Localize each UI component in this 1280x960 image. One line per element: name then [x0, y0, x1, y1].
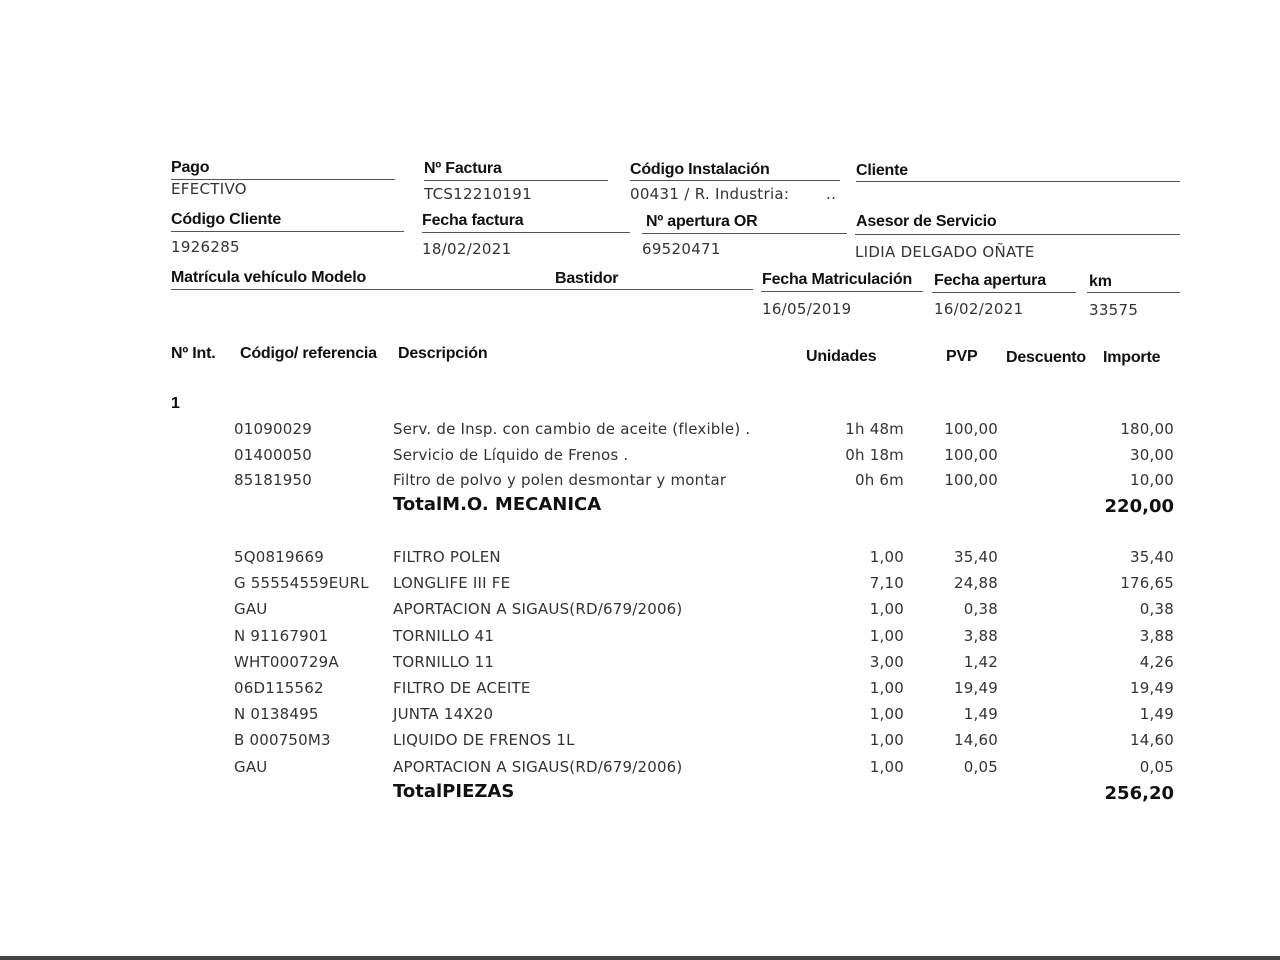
fecha-factura-label: Fecha factura [422, 212, 524, 229]
line-code: 01400050 [234, 446, 312, 464]
line-description: FILTRO DE ACEITE [393, 679, 531, 697]
line-description: JUNTA 14X20 [393, 705, 494, 724]
line-description: TORNILLO 41 [393, 626, 495, 645]
line-units: 0h 6m [855, 471, 904, 489]
pago-value: EFECTIVO [171, 180, 247, 198]
km-label: km [1089, 273, 1112, 290]
line-units: 1,00 [869, 757, 904, 776]
factura-rule [424, 180, 608, 181]
labor-total-value: 220,00 [1104, 496, 1174, 517]
col-descuento: Descuento [1006, 349, 1086, 366]
bastidor-label: Bastidor [555, 270, 619, 287]
line-code: GAU [234, 600, 268, 619]
line-pvp: 14,60 [954, 731, 998, 750]
col-descripcion: Descripción [398, 345, 488, 362]
col-n-int: Nº Int. [171, 345, 216, 362]
line-importe: 0,05 [1139, 757, 1174, 776]
fecha-factura-value: 18/02/2021 [422, 240, 512, 258]
codigo-cliente-label: Código Cliente [171, 211, 282, 228]
factura-label: Nº Factura [424, 160, 502, 177]
line-description: Servicio de Líquido de Frenos . [393, 446, 629, 464]
asesor-label: Asesor de Servicio [856, 213, 997, 230]
cliente-rule [856, 181, 1180, 182]
line-description: LONGLIFE III FE [393, 574, 511, 593]
line-importe: 180,00 [1120, 420, 1174, 438]
line-units: 1,00 [869, 626, 904, 645]
line-units: 1,00 [869, 548, 904, 566]
fecha-matriculacion-value: 16/05/2019 [762, 300, 852, 318]
line-pvp: 100,00 [944, 446, 998, 464]
line-importe: 176,65 [1120, 574, 1174, 593]
line-code: N 0138495 [234, 705, 319, 724]
line-pvp: 0,38 [963, 600, 998, 619]
parts-total-value: 256,20 [1104, 783, 1174, 804]
line-importe: 3,88 [1139, 626, 1174, 645]
line-description: Filtro de polvo y polen desmontar y montar [393, 471, 727, 489]
line-pvp: 100,00 [944, 420, 998, 438]
line-units: 1,00 [869, 731, 904, 750]
apertura-or-rule [642, 233, 847, 234]
line-importe: 35,40 [1130, 548, 1174, 566]
fecha-matriculacion-rule [761, 291, 923, 292]
line-units: 1,00 [869, 679, 904, 697]
instalacion-extra: .. [826, 185, 837, 203]
instalacion-value: 00431 / R. Industria: [630, 185, 790, 203]
line-units: 0h 18m [845, 446, 904, 464]
apertura-or-value: 69520471 [642, 240, 721, 258]
fecha-apertura-value: 16/02/2021 [934, 300, 1024, 318]
line-description: LIQUIDO DE FRENOS 1L [393, 731, 575, 750]
km-rule [1087, 292, 1180, 293]
line-description: APORTACION A SIGAUS(RD/679/2006) [393, 600, 683, 619]
n-int-value: 1 [171, 395, 180, 412]
line-pvp: 3,88 [963, 626, 998, 645]
fecha-apertura-label: Fecha apertura [934, 272, 1046, 289]
line-pvp: 1,42 [963, 652, 998, 671]
instalacion-rule [630, 180, 840, 181]
line-importe: 19,49 [1130, 679, 1174, 697]
line-description: FILTRO POLEN [393, 548, 501, 566]
fecha-apertura-rule [932, 292, 1076, 293]
line-code: 85181950 [234, 471, 312, 489]
line-importe: 0,38 [1139, 600, 1174, 619]
line-code: 5Q0819669 [234, 548, 324, 566]
line-description: Serv. de Insp. con cambio de aceite (flexible) . [393, 420, 751, 438]
line-description: TORNILLO 11 [393, 652, 495, 671]
codigo-cliente-rule [171, 231, 404, 232]
line-pvp: 1,49 [963, 705, 998, 724]
line-pvp: 100,00 [944, 471, 998, 489]
col-pvp: PVP [946, 348, 978, 365]
codigo-cliente-value: 1926285 [171, 238, 240, 256]
line-pvp: 0,05 [963, 757, 998, 776]
line-units: 1,00 [869, 600, 904, 619]
line-code: 06D115562 [234, 679, 324, 697]
line-importe: 30,00 [1130, 446, 1174, 464]
col-unidades: Unidades [806, 348, 877, 365]
matricula-rule [171, 289, 753, 290]
line-pvp: 35,40 [954, 548, 998, 566]
line-code: G 55554559EURL [234, 574, 369, 593]
line-importe: 4,26 [1139, 652, 1174, 671]
line-units: 1h 48m [845, 420, 904, 438]
asesor-value: LIDIA DELGADO OÑATE [855, 243, 1035, 261]
line-importe: 1,49 [1139, 705, 1174, 724]
line-code: N 91167901 [234, 626, 329, 645]
line-code: B 000750M3 [234, 731, 331, 750]
line-code: GAU [234, 757, 268, 776]
line-code: WHT000729A [234, 652, 339, 671]
line-units: 7,10 [869, 574, 904, 593]
line-code: 01090029 [234, 420, 312, 438]
col-codigo: Código/ referencia [240, 345, 377, 362]
parts-total-label: TotalPIEZAS [393, 781, 515, 802]
page-bottom-edge [0, 956, 1280, 960]
col-importe: Importe [1103, 349, 1161, 366]
fecha-factura-rule [422, 232, 630, 233]
matricula-modelo-label: Matrícula vehículo Modelo [171, 269, 367, 286]
factura-value: TCS12210191 [424, 185, 532, 203]
cliente-label: Cliente [856, 162, 908, 179]
line-pvp: 24,88 [954, 574, 998, 593]
fecha-matriculacion-label: Fecha Matriculación [762, 271, 913, 288]
line-importe: 14,60 [1130, 731, 1174, 750]
line-description: APORTACION A SIGAUS(RD/679/2006) [393, 757, 683, 776]
pago-label: Pago [171, 159, 210, 176]
line-importe: 10,00 [1130, 471, 1174, 489]
labor-total-label: TotalM.O. MECANICA [393, 494, 602, 515]
km-value: 33575 [1089, 301, 1139, 319]
apertura-or-label: Nº apertura OR [646, 213, 758, 230]
line-units: 3,00 [869, 652, 904, 671]
instalacion-label: Código Instalación [630, 161, 770, 178]
asesor-rule [855, 234, 1180, 235]
line-units: 1,00 [869, 705, 904, 724]
line-pvp: 19,49 [954, 679, 998, 697]
